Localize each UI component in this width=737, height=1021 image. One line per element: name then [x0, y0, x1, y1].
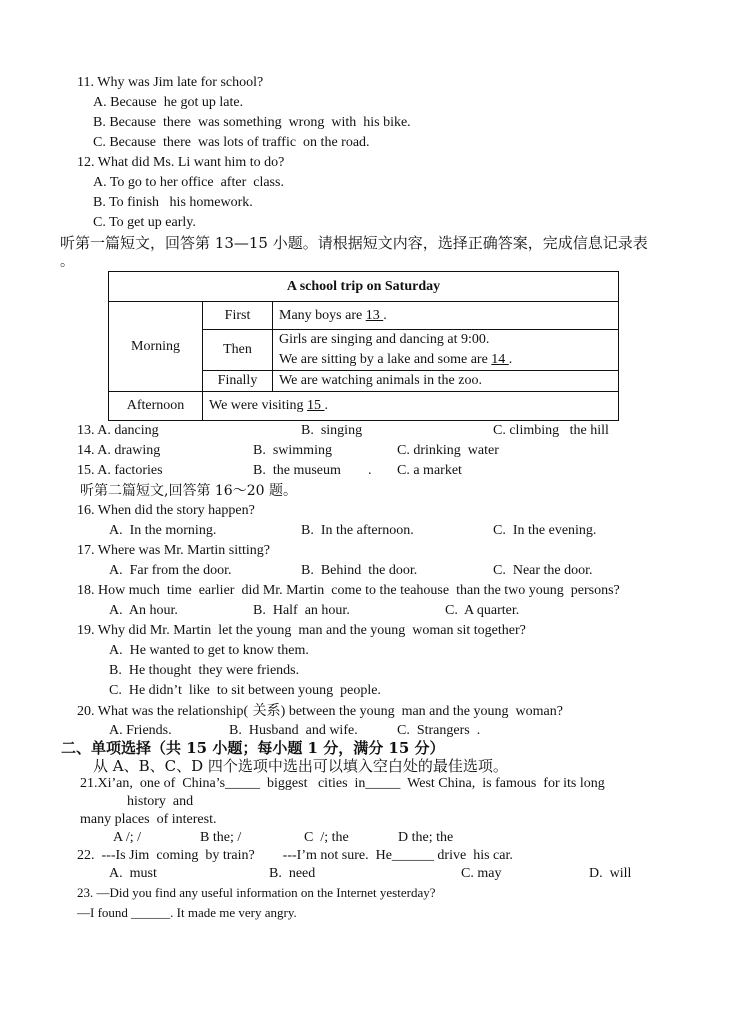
first-text: Many boys are: [279, 307, 366, 323]
q15-mark: .: [368, 463, 372, 478]
q21-option-c: C /; the: [304, 830, 349, 845]
first-period: .: [383, 307, 387, 323]
q11-option-a: A. Because he got up late.: [93, 95, 244, 110]
q17-stem: 17. Where was Mr. Martin sitting?: [77, 543, 270, 558]
finally-content: We are watching animals in the zoo.: [273, 371, 619, 392]
passage2-instruction: 听第二篇短文,回答第 16～20 题。: [80, 483, 297, 499]
q13-option-a: 13. A. dancing: [77, 423, 159, 438]
q20-option-a: A. Friends.: [109, 723, 172, 738]
q19-option-b: B. He thought they were friends.: [109, 663, 300, 678]
then-content: [273, 330, 619, 371]
q23-answer-line: —I found ______. It made me very angry.: [77, 905, 297, 920]
q21-option-d: D the; the: [398, 830, 454, 845]
afternoon-period: .: [324, 398, 329, 413]
first-content: [273, 302, 619, 330]
afternoon-label: Afternoon: [109, 392, 203, 421]
morning-label: Morning: [109, 302, 203, 392]
q21-stem-line3: many places of interest.: [80, 812, 217, 827]
q22-option-a: A. must: [109, 866, 157, 881]
q19-option-c: C. He didn’t like to sit between young people.: [109, 683, 381, 698]
q18-option-c: C. A quarter.: [445, 603, 520, 618]
q13-option-c: C. climbing the hill: [493, 423, 609, 438]
q22-option-c: C. may: [461, 866, 502, 881]
q11-option-c: C. Because there was lots of traffic on the road.: [93, 135, 370, 150]
q19-option-a: A. He wanted to get to know them.: [109, 643, 309, 658]
first-label: First: [203, 302, 273, 330]
q12-stem: 12. What did Ms. Li want him to do?: [77, 155, 285, 170]
passage1-instruction: 听第一篇短文，回答第 13—15 小题。请根据短文内容，选择正确答案，完成信息记录表: [60, 234, 648, 252]
then-line-1: Girls are singing and dancing at 9:00.: [279, 332, 490, 347]
then-label: Then: [203, 330, 273, 371]
finally-label: Finally: [203, 371, 273, 392]
q14-option-a: 14. A. drawing: [77, 443, 161, 458]
q21-stem-line1: 21.Xi’an, one of China’s_____ biggest cities in_____ West China, is famous for its long: [80, 776, 605, 791]
q15-option-a: 15. A. factories: [77, 463, 163, 478]
q11-option-b: B. Because there was something wrong with his bike.: [93, 115, 411, 130]
afternoon-text: We were visiting: [209, 398, 308, 413]
q23-stem: 23. —Did you find any useful information on the Internet yesterday?: [77, 885, 436, 900]
q17-option-c: C. Near the door.: [493, 563, 593, 578]
q12-option-a: A. To go to her office after class.: [93, 175, 284, 190]
section2-instruction: 从 A、B、C、D 四个选项中选出可以填入空白处的最佳选项。: [93, 757, 508, 775]
then-text-2: We are sitting by a lake and some are: [279, 352, 492, 367]
q14-option-b: B. swimming: [253, 443, 332, 458]
q20-stem-pre: 20. What was the relationship(: [77, 704, 249, 719]
q21-stem-line2: history and: [127, 794, 194, 809]
q18-option-a: A. An hour.: [109, 603, 178, 618]
q15-option-c: C. a market: [397, 463, 462, 478]
q13-option-b: B. singing: [301, 423, 363, 438]
blank-15: 15: [307, 398, 325, 413]
section2-heading: 二、单项选择（共 15 小题；每小题 1 分，满分 15 分）: [61, 739, 445, 757]
q22-option-b: B. need: [269, 866, 316, 881]
q20-stem-cn: 关系: [248, 703, 281, 719]
q12-option-c: C. To get up early.: [93, 215, 196, 230]
q16-option-b: B. In the afternoon.: [301, 523, 414, 538]
q18-stem: 18. How much time earlier did Mr. Martin come to the teahouse than the two young persons?: [77, 583, 620, 598]
q12-option-b: B. To finish his homework.: [93, 195, 253, 210]
q22-option-d: D. will: [589, 866, 632, 881]
q21-option-a: A /; /: [113, 830, 142, 845]
q20-stem: [77, 701, 563, 722]
q20-option-c: C. Strangers .: [397, 723, 481, 738]
q16-option-a: A. In the morning.: [109, 523, 217, 538]
blank-14: 14: [491, 352, 509, 367]
then-line-2: [279, 350, 612, 370]
q16-option-c: C. In the evening.: [493, 523, 597, 538]
q22-stem: 22. ---Is Jim coming by train? ---I’m not sure. He______ drive his car.: [77, 848, 513, 863]
q16-stem: 16. When did the story happen?: [77, 503, 255, 518]
then-period: .: [508, 352, 513, 367]
blank-13: 13: [365, 307, 384, 323]
q18-option-b: B. Half an hour.: [253, 603, 350, 618]
q15-option-b: B. the museum: [253, 463, 341, 478]
q14-option-c: C. drinking water: [397, 443, 499, 458]
q20-stem-post: ) between the young man and the young woman?: [280, 704, 563, 719]
passage1-instruction-end: 。: [60, 254, 74, 270]
q20-option-b: B. Husband and wife.: [229, 723, 358, 738]
trip-record-table: [108, 271, 619, 421]
q17-option-b: B. Behind the door.: [301, 563, 418, 578]
q11-stem: 11. Why was Jim late for school?: [77, 75, 264, 90]
q19-stem: 19. Why did Mr. Martin let the young man and the young woman sit together?: [77, 623, 526, 638]
table-title: A school trip on Saturday: [109, 272, 619, 302]
q17-option-a: A. Far from the door.: [109, 563, 232, 578]
afternoon-content: [203, 392, 619, 421]
q21-option-b: B the; /: [200, 830, 242, 845]
